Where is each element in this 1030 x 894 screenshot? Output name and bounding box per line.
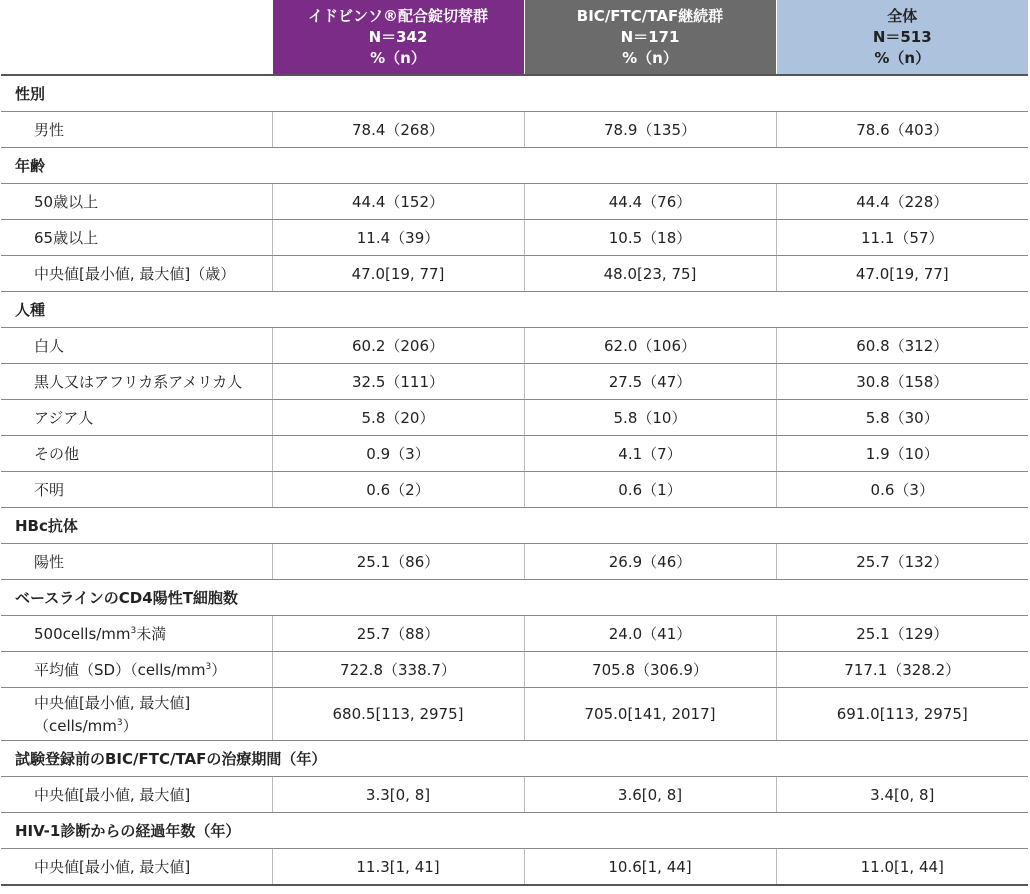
row-label [1, 652, 272, 688]
row-label: 65歳以上 [1, 220, 272, 256]
cell-total: 25.1（129） [776, 616, 1028, 652]
header-switch-n: N＝342 [368, 27, 428, 46]
cell-switch: 11.4（39） [272, 220, 524, 256]
cell-total: 11.1（57） [776, 220, 1028, 256]
superscript-3: 3 [130, 626, 137, 636]
table-row [1, 777, 1028, 813]
row-label-text: （cells/mm [34, 716, 117, 735]
cell-switch: 680.5[113, 2975] [272, 688, 524, 741]
row-label: 中央値[最小値, 最大値] [1, 849, 272, 886]
cell-total: 1.9（10） [776, 436, 1028, 472]
header-total-group [776, 0, 1028, 75]
cell-total: 11.0[1, 44] [776, 849, 1028, 886]
section-title: 性別 [1, 75, 1028, 112]
row-label-line1: 中央値[最小値, 最大値] [34, 693, 191, 712]
section-race [1, 292, 1028, 328]
row-label-text: 平均値（SD）（cells/mm [34, 661, 206, 679]
cell-continue: 10.5（18） [524, 220, 776, 256]
cell-total: 5.8（30） [776, 400, 1028, 436]
cell-continue: 27.5（47） [524, 364, 776, 400]
row-label: 50歳以上 [1, 184, 272, 220]
row-label-text: 500cells/mm [34, 625, 131, 643]
cell-total: 44.4（228） [776, 184, 1028, 220]
section-title: ベースラインのCD4陽性T細胞数 [1, 580, 1028, 616]
header-switch-title: イドビンソ®配合錠切替群 [307, 6, 488, 25]
cell-continue: 3.6[0, 8] [524, 777, 776, 813]
row-label: 白人 [1, 328, 272, 364]
cell-continue: 5.8（10） [524, 400, 776, 436]
cell-switch: 32.5（111） [272, 364, 524, 400]
table-row [1, 184, 1028, 220]
row-label-suffix: 未満 [136, 625, 167, 643]
section-title: HBc抗体 [1, 508, 1028, 544]
row-label: アジア人 [1, 400, 272, 436]
cell-switch: 0.9（3） [272, 436, 524, 472]
cell-total: 47.0[19, 77] [776, 256, 1028, 292]
cell-continue: 4.1（7） [524, 436, 776, 472]
header-total-n: N＝513 [872, 27, 932, 46]
section-title: HIV-1診断からの経過年数（年） [1, 813, 1028, 849]
row-label: 中央値[最小値, 最大値] [1, 777, 272, 813]
section-title: 人種 [1, 292, 1028, 328]
table-row [1, 544, 1028, 580]
table-row [1, 400, 1028, 436]
table-row [1, 364, 1028, 400]
table-row [1, 616, 1028, 652]
row-label-line2 [34, 713, 272, 736]
table-row [1, 220, 1028, 256]
cell-total: 78.6（403） [776, 112, 1028, 148]
header-continue-group [524, 0, 776, 75]
header-row [1, 0, 1028, 75]
cell-total: 0.6（3） [776, 472, 1028, 508]
cell-continue: 48.0[23, 75] [524, 256, 776, 292]
section-years-since-diagnosis [1, 813, 1028, 849]
cell-switch: 60.2（206） [272, 328, 524, 364]
table-row [1, 849, 1028, 886]
header-blank-cell [1, 0, 272, 75]
cell-continue: 10.6[1, 44] [524, 849, 776, 886]
cell-continue: 26.9（46） [524, 544, 776, 580]
cell-continue: 24.0（41） [524, 616, 776, 652]
cell-switch: 25.7（88） [272, 616, 524, 652]
row-label-suffix: ） [122, 716, 138, 735]
cell-total: 717.1（328.2） [776, 652, 1028, 688]
cell-continue: 44.4（76） [524, 184, 776, 220]
cell-total: 691.0[113, 2975] [776, 688, 1028, 741]
header-continue-title: BIC/FTC/TAF継続群 [576, 6, 724, 25]
table-row [1, 112, 1028, 148]
superscript-3: 3 [116, 717, 123, 728]
cell-total: 3.4[0, 8] [776, 777, 1028, 813]
table-row [1, 472, 1028, 508]
cell-continue: 705.0[141, 2017] [524, 688, 776, 741]
table-row [1, 328, 1028, 364]
cell-continue: 0.6（1） [524, 472, 776, 508]
row-label: その他 [1, 436, 272, 472]
cell-continue: 62.0（106） [524, 328, 776, 364]
cell-switch: 78.4（268） [272, 112, 524, 148]
header-total-unit: %（n） [874, 48, 931, 67]
table-row [1, 256, 1028, 292]
cell-total: 30.8（158） [776, 364, 1028, 400]
row-label [1, 616, 272, 652]
cell-switch: 3.3[0, 8] [272, 777, 524, 813]
cell-switch: 44.4（152） [272, 184, 524, 220]
cell-switch: 5.8（20） [272, 400, 524, 436]
cell-continue: 78.9（135） [524, 112, 776, 148]
header-switch-unit: %（n） [370, 48, 426, 67]
cell-total: 25.7（132） [776, 544, 1028, 580]
cell-switch: 0.6（2） [272, 472, 524, 508]
section-cd4 [1, 580, 1028, 616]
superscript-3: 3 [205, 662, 212, 672]
cell-switch: 722.8（338.7） [272, 652, 524, 688]
section-title: 試験登録前のBIC/FTC/TAFの治療期間（年） [1, 741, 1028, 777]
section-hbc [1, 508, 1028, 544]
row-label: 不明 [1, 472, 272, 508]
section-treatment-period [1, 741, 1028, 777]
row-label: 黒人又はアフリカ系アメリカ人 [1, 364, 272, 400]
cell-switch: 11.3[1, 41] [272, 849, 524, 886]
header-continue-unit: %（n） [622, 48, 678, 67]
table-row [1, 436, 1028, 472]
section-age [1, 148, 1028, 184]
header-total-title: 全体 [887, 6, 918, 25]
cell-total: 60.8（312） [776, 328, 1028, 364]
table-row [1, 688, 1028, 741]
row-label: 中央値[最小値, 最大値]（歳） [1, 256, 272, 292]
section-title: 年齢 [1, 148, 1028, 184]
cell-switch: 47.0[19, 77] [272, 256, 524, 292]
header-continue-n: N＝171 [620, 27, 680, 46]
demographics-table [1, 0, 1028, 886]
row-label [1, 688, 272, 741]
header-switch-group [272, 0, 524, 75]
section-sex [1, 75, 1028, 112]
cell-switch: 25.1（86） [272, 544, 524, 580]
cell-continue: 705.8（306.9） [524, 652, 776, 688]
row-label: 男性 [1, 112, 272, 148]
row-label-suffix: ） [211, 661, 227, 679]
row-label: 陽性 [1, 544, 272, 580]
table-row [1, 652, 1028, 688]
